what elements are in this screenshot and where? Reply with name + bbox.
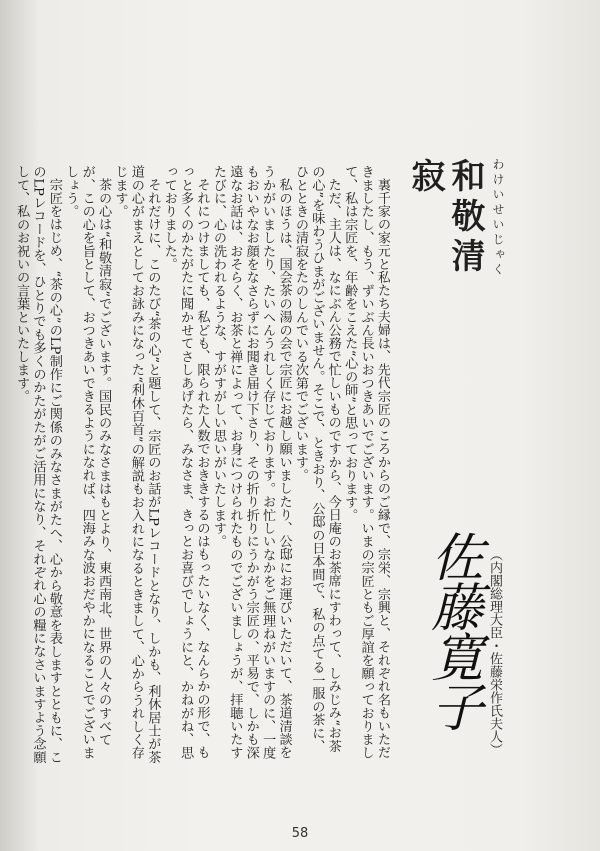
essay-body — [10, 165, 390, 765]
author-signature: 佐藤寛子 — [422, 530, 482, 730]
paragraph: ただ、主人は、なにぶん公務で忙しいものですから、今日庵のお茶席にすわって、しみじみ“お茶の心”を味わうひまがございません。そこで、ときおり、公邸の日本間で、私の点てる一服の茶に、ひとときの清寂をたのしんでいる次第でございます。 — [292, 165, 341, 753]
paragraph: それにつけましても、私ども、限られた人数でおききするのはもったいなく、なんらかの形で、もっと多くのかたがたに聞かせてさしあげたら、みなさま、きっとお喜びでしょうにと、かねがね、思っておりました。 — [161, 165, 210, 759]
title-ruby: わけいせいじゃく — [491, 158, 505, 278]
essay-title: 和敬清寂 — [405, 158, 485, 278]
paragraph: 私のほうは、国会茶の湯の会で宗匠にお越し願いましたり、公邸にお運びいただいて、茶道清談をうかがいましたり、たいへんうれしく存じております。お忙しいなかをご無理ねがいますのに、一度もおいやなお顔をなさらずにお聞き届け下さり、その折り折りにうかがう宗匠の、平易で、しかも深遠なお話は、おそらく、お茶と禅によって、お身につけられたものでございましょうが、拝聴いたすたびに、心の洗われるような、すがすがしい思いがいたします。 — [210, 165, 292, 759]
paragraph: それだけに、このたび“茶の心”と題して、宗匠のお話がLPレコードとなり、しかも、利休居士が茶道の心がまえとしてお詠みになった“利休百首”の解説もお入れになるときまして、心からうれしく存じます。 — [112, 165, 161, 764]
paragraph: 茶の心は“和敬清寂”でございます。国民のみなさまはもとより、東西南北、世界の人々のすべてが、この心を旨として、おつきあいできるようになれば、四海みな波おだやかになることでございましょう。 — [63, 165, 112, 759]
paragraph: 宗匠をはじめ、“茶の心”のLP制作にご関係のみなさまがたへ、心から敬意を表しますとともに、このLPレコードを、ひとりでも多くのかたがたがご活用になり、それぞれ心の糧になさいますよう念願して、私のお祝いの言葉といたします。 — [14, 165, 62, 764]
page-number: 58 — [291, 826, 309, 841]
author-credit: （内閣総理大臣・佐藤栄作氏夫人） — [487, 548, 502, 756]
paragraph: 裏千家の家元と私たち夫婦は、先代宗匠のころからのご縁で、宗栄、宗興と、それぞれ名もいただきましたし、もう、ずいぶん長いおつきあいでございます。いまの宗匠ともご厚誼を願っておりまして、私は宗匠を、年齢をこえた“心の師”と思っております。 — [342, 165, 390, 759]
